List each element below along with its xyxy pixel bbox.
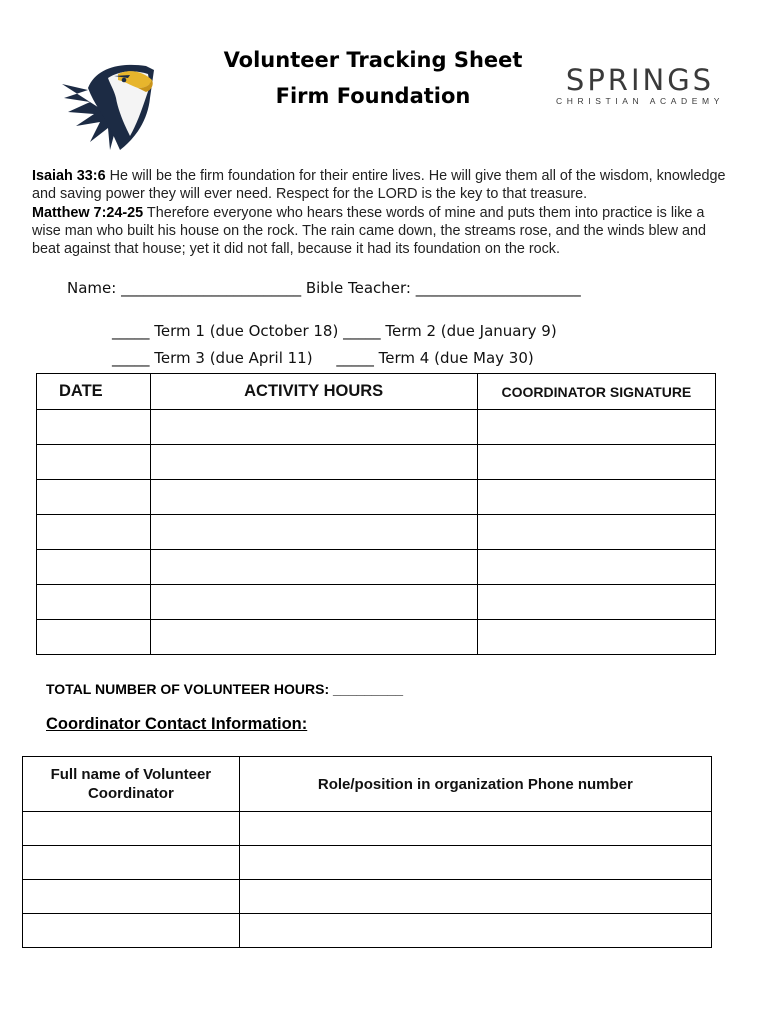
column-header-coordinator-name: Full name of Volunteer Coordinator <box>23 757 240 812</box>
table-row <box>37 480 716 515</box>
signature-cell[interactable] <box>477 515 715 550</box>
contact-header-row <box>23 757 712 812</box>
scripture-verses <box>32 167 732 258</box>
activity-hours-cell[interactable] <box>150 480 477 515</box>
table-row <box>37 585 716 620</box>
school-logo <box>545 64 735 106</box>
signature-cell[interactable] <box>477 410 715 445</box>
date-cell[interactable] <box>37 550 151 585</box>
signature-cell[interactable] <box>477 480 715 515</box>
date-cell[interactable] <box>37 410 151 445</box>
column-header-role-phone: Role/position in organization Phone number <box>239 757 711 812</box>
role-phone-cell[interactable] <box>239 846 711 880</box>
coordinator-name-cell[interactable] <box>23 880 240 914</box>
verse-text-matthew: Therefore everyone who hears these words of mine and puts them into practice is like a wise man who built his house on the rock. The rain came down, the streams rose, and the winds blew and beat against that house; yet it did not fall, because it had its foundation on the rock. <box>32 204 707 258</box>
verse-ref-matthew: Matthew 7:24-25 <box>32 204 144 221</box>
table-row <box>37 550 716 585</box>
column-header-date: DATE <box>37 374 151 410</box>
table-row <box>23 812 712 846</box>
table-row <box>37 445 716 480</box>
table-row <box>37 620 716 655</box>
signature-cell[interactable] <box>477 620 715 655</box>
coordinator-name-cell[interactable] <box>23 914 240 948</box>
contact-table <box>22 756 712 948</box>
coordinator-name-cell[interactable] <box>23 846 240 880</box>
sheet-title: Volunteer Tracking Sheet <box>223 48 523 72</box>
brand-subtitle: CHRISTIAN ACADEMY <box>556 96 724 106</box>
date-cell[interactable] <box>37 585 151 620</box>
term-row-2[interactable]: _____ Term 3 (due April 11) _____ Term 4 (due May 30) <box>112 349 534 367</box>
activity-header-row <box>37 374 716 410</box>
contact-heading: Coordinator Contact Information: <box>46 715 308 733</box>
total-hours-line[interactable]: TOTAL NUMBER OF VOLUNTEER HOURS: _________ <box>46 681 404 697</box>
table-row <box>23 880 712 914</box>
signature-cell[interactable] <box>477 445 715 480</box>
date-cell[interactable] <box>37 445 151 480</box>
verse-text-isaiah: He will be the firm foundation for their entire lives. He will give them all of the wisdom, knowledge and saving power they will ever need. Respect for the LORD is the key to that treasure. <box>32 168 726 203</box>
activity-hours-cell[interactable] <box>150 550 477 585</box>
date-cell[interactable] <box>37 620 151 655</box>
activity-hours-cell[interactable] <box>150 445 477 480</box>
eagle-mascot-icon <box>58 58 158 152</box>
role-phone-cell[interactable] <box>239 812 711 846</box>
table-row <box>37 515 716 550</box>
column-header-coordinator-signature: COORDINATOR SIGNATURE <box>477 374 715 410</box>
signature-cell[interactable] <box>477 550 715 585</box>
date-cell[interactable] <box>37 480 151 515</box>
table-row <box>37 410 716 445</box>
table-row <box>23 914 712 948</box>
verse-ref-isaiah: Isaiah 33:6 <box>32 168 106 184</box>
coordinator-name-cell[interactable] <box>23 812 240 846</box>
role-phone-cell[interactable] <box>239 880 711 914</box>
signature-cell[interactable] <box>477 585 715 620</box>
activity-hours-cell[interactable] <box>150 620 477 655</box>
term-row-1[interactable]: _____ Term 1 (due October 18) _____ Term 2 (due January 9) <box>112 322 557 340</box>
brand-name: SPRINGS <box>565 63 715 97</box>
column-header-activity-hours: ACTIVITY HOURS <box>150 374 477 410</box>
name-teacher-line[interactable]: Name: ________________________ Bible Teacher: ______________________ <box>67 279 581 297</box>
sheet-subtitle: Firm Foundation <box>275 84 471 108</box>
role-phone-cell[interactable] <box>239 914 711 948</box>
date-cell[interactable] <box>37 515 151 550</box>
activity-hours-cell[interactable] <box>150 410 477 445</box>
activity-hours-cell[interactable] <box>150 585 477 620</box>
activity-table <box>36 373 716 655</box>
table-row <box>23 846 712 880</box>
activity-hours-cell[interactable] <box>150 515 477 550</box>
